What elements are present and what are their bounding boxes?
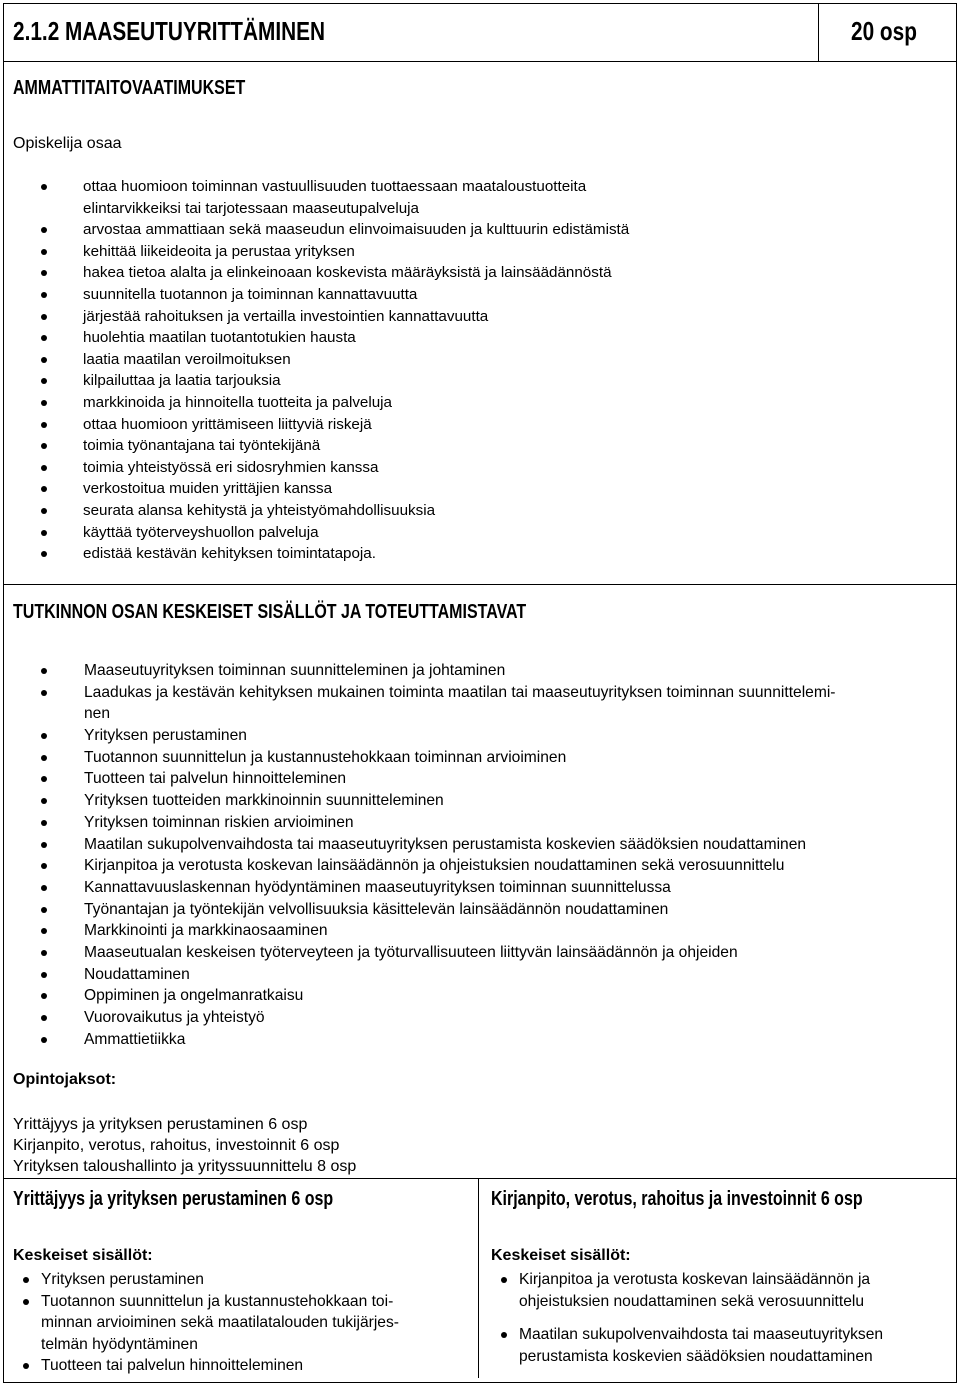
- list-item: [0, 682, 836, 725]
- bullet-icon: [41, 378, 47, 384]
- list-item-text: Markkinointi ja markkinaosaaminen: [84, 922, 328, 940]
- list-item: [0, 1029, 836, 1051]
- module-credits: 20 osp: [851, 16, 917, 46]
- list-item-text: käyttää työterveyshuollon palveluja: [83, 523, 319, 541]
- list-item: [0, 219, 629, 241]
- list-item: [491, 1324, 883, 1367]
- list-item: [0, 176, 629, 219]
- bullet-icon: [41, 755, 47, 761]
- bullet-icon: [41, 950, 47, 956]
- list-item: [0, 985, 836, 1007]
- list-item: [0, 522, 629, 544]
- bullet-icon: [41, 422, 47, 428]
- bullet-icon: [41, 443, 47, 449]
- list-item-text: Tuotteen tai palvelun hinnoitteleminen: [41, 1357, 304, 1374]
- list-item-text: hakea tietoa alalta ja elinkeinoaan koskevista määräyksistä ja lainsäädännöstä: [83, 264, 612, 282]
- list-item-text: elintarvikkeiksi tai tarjotessaan maaseutupalveluja: [83, 199, 419, 217]
- bullet-icon: [41, 292, 47, 298]
- list-item-text: perustamista koskevien säädöksien noudattaminen: [519, 1347, 873, 1365]
- bullet-icon: [41, 820, 47, 826]
- list-item: [0, 920, 836, 942]
- list-item: [0, 349, 629, 371]
- list-item-text: seurata alansa kehitystä ja yhteistyömahdollisuuksia: [83, 501, 436, 519]
- list-item: [13, 1291, 399, 1356]
- list-item: [0, 392, 629, 414]
- list-item-text: Tuotteen tai palvelun hinnoitteleminen: [84, 770, 347, 788]
- list-item: [0, 414, 629, 436]
- unit-1-content-list: [13, 1269, 399, 1377]
- list-item: [0, 942, 836, 964]
- list-item-text: Yrityksen perustaminen: [84, 727, 247, 745]
- bullet-icon: [41, 227, 47, 233]
- requirements-heading: AMMATTITAITOVAATIMUKSET: [13, 77, 246, 99]
- contents-list: [0, 660, 836, 1050]
- list-item-text: ottaa huomioon toiminnan vastuullisuuden tuottaessaan maataloustuotteita: [83, 178, 587, 195]
- list-item-text: edistää kestävän kehityksen toimintatapoja.: [83, 545, 376, 563]
- study-unit: Yrittäjyys ja yrityksen perustaminen 6 osp: [13, 1116, 308, 1133]
- bullet-icon: [41, 270, 47, 276]
- study-units-label: Opintojaksot:: [13, 1071, 117, 1088]
- list-item: [0, 790, 836, 812]
- list-item-text: toimia yhteistyössä eri sidosryhmien kanssa: [83, 458, 379, 476]
- list-item-text: Tuotannon suunnittelun ja kustannustehokkaan toiminnan arvioiminen: [84, 748, 567, 766]
- units-top-rule: [3, 1178, 957, 1179]
- list-item: [0, 660, 836, 682]
- bullet-icon: [41, 400, 47, 406]
- bullet-icon: [41, 907, 47, 913]
- list-item: [0, 284, 629, 306]
- study-units-list: [13, 1114, 356, 1177]
- list-item-text: telmän hyödyntäminen: [41, 1335, 198, 1353]
- list-item-text: Oppiminen ja ongelmanratkaisu: [84, 987, 304, 1005]
- list-item: [0, 877, 836, 899]
- list-item-text: Yrityksen tuotteiden markkinoinnin suunnitteleminen: [84, 792, 444, 810]
- list-item-text: nen: [84, 705, 111, 723]
- unit-2-content-list: [491, 1269, 883, 1367]
- study-unit: Yrityksen taloushallinto ja yrityssuunnittelu 8 osp: [13, 1158, 357, 1175]
- list-item-text: ohjeistuksien noudattaminen sekä verosuunnittelu: [519, 1292, 865, 1310]
- list-item: [13, 1269, 399, 1291]
- bullet-icon: [41, 508, 47, 514]
- bullet-icon: [501, 1277, 507, 1283]
- list-item-text: huolehtia maatilan tuotantotukien hausta: [83, 329, 356, 347]
- unit-1-title: Yrittäjyys ja yrityksen perustaminen 6 osp: [13, 1188, 334, 1210]
- list-item-text: toimia työnantajana tai työntekijänä: [83, 437, 321, 455]
- list-item-text: minnan arvioiminen sekä maatilatalouden tukijärjes-: [41, 1314, 399, 1331]
- bullet-icon: [41, 551, 47, 557]
- list-item: [0, 435, 629, 457]
- bullet-icon: [41, 776, 47, 782]
- study-unit: Kirjanpito, verotus, rahoitus, investoinnit 6 osp: [13, 1137, 340, 1154]
- bullet-icon: [41, 690, 47, 696]
- bullet-icon: [23, 1363, 29, 1369]
- list-item-text: Kirjanpitoa ja verotusta koskevan lainsäädännön ja ohjeistuksien noudattaminen sekä verosuunnittelu: [84, 857, 785, 875]
- list-item: [0, 306, 629, 328]
- bullet-icon: [41, 184, 47, 190]
- list-item: [491, 1269, 883, 1312]
- list-item-text: Kannattavuuslaskennan hyödyntäminen maaseutuyrityksen toiminnan suunnittelussa: [84, 878, 671, 896]
- bullet-icon: [41, 335, 47, 341]
- bullet-icon: [41, 928, 47, 934]
- list-item-text: Maaseutuyrityksen toiminnan suunnitteleminen ja johtaminen: [84, 662, 506, 679]
- list-item-text: laatia maatilan veroilmoituksen: [83, 350, 291, 368]
- list-item: [0, 500, 629, 522]
- bullet-icon: [41, 993, 47, 999]
- list-item-text: Kirjanpitoa ja verotusta koskevan lainsäädännön ja: [519, 1271, 871, 1288]
- bullet-icon: [41, 668, 47, 674]
- list-item: [13, 1355, 399, 1377]
- contents-heading: TUTKINNON OSAN KESKEISET SISÄLLÖT JA TOTEUTTAMISTAVAT: [13, 601, 527, 623]
- bullet-icon: [41, 842, 47, 848]
- bullet-icon: [41, 863, 47, 869]
- list-item: [0, 899, 836, 921]
- list-item: [0, 1007, 836, 1029]
- list-item-text: markkinoida ja hinnoitella tuotteita ja palveluja: [83, 393, 393, 411]
- list-item-text: ottaa huomioon yrittämiseen liittyviä riskejä: [83, 415, 372, 433]
- list-item: [0, 543, 629, 565]
- bullet-icon: [41, 465, 47, 471]
- unit-2-title: Kirjanpito, verotus, rahoitus ja investoinnit 6 osp: [491, 1188, 863, 1210]
- header-rule: [3, 61, 957, 62]
- list-item-text: Työnantajan ja työntekijän velvollisuuksia käsittelevän lainsäädännön noudattaminen: [84, 900, 669, 918]
- bullet-icon: [41, 486, 47, 492]
- bullet-icon: [41, 972, 47, 978]
- bullet-icon: [41, 357, 47, 363]
- requirements-list: [0, 176, 629, 565]
- bullet-icon: [41, 314, 47, 320]
- units-divider: [478, 1178, 479, 1378]
- list-item: [0, 262, 629, 284]
- list-item: [0, 457, 629, 479]
- list-item-text: suunnitella tuotannon ja toiminnan kannattavuutta: [83, 285, 418, 303]
- list-item-text: kilpailuttaa ja laatia tarjouksia: [83, 372, 281, 390]
- list-item-text: Vuorovaikutus ja yhteistyö: [84, 1009, 265, 1027]
- bullet-icon: [41, 1015, 47, 1021]
- list-item: [0, 241, 629, 263]
- list-item-text: Tuotannon suunnittelun ja kustannustehokkaan toi-: [41, 1292, 394, 1310]
- list-item-text: Yrityksen perustaminen: [41, 1271, 204, 1288]
- list-item: [0, 812, 836, 834]
- list-item: [0, 747, 836, 769]
- bullet-icon: [501, 1332, 507, 1338]
- bullet-icon: [41, 798, 47, 804]
- list-item: [0, 370, 629, 392]
- list-item: [0, 768, 836, 790]
- bullet-icon: [41, 733, 47, 739]
- list-item-text: Ammattietiikka: [84, 1030, 186, 1048]
- bullet-icon: [41, 1037, 47, 1043]
- unit-1-core-label: Keskeiset sisällöt:: [13, 1247, 153, 1264]
- list-item-text: Yrityksen toiminnan riskien arvioiminen: [84, 813, 354, 831]
- list-item: [0, 964, 836, 986]
- list-item-text: kehittää liikeideoita ja perustaa yrityksen: [83, 242, 355, 260]
- list-item-text: järjestää rahoituksen ja vertailla investointien kannattavuutta: [83, 307, 489, 325]
- list-item-text: Laadukas ja kestävän kehityksen mukainen toiminta maatilan tai maaseutuyrityksen toiminnan suunnittelemi-: [84, 683, 836, 701]
- list-item-text: Maaseutualan keskeisen työterveyteen ja työturvallisuuteen liittyvän lainsäädännön ja ohjeiden: [84, 943, 738, 961]
- header-divider: [818, 3, 819, 61]
- bullet-icon: [41, 249, 47, 255]
- list-item-text: verkostoitua muiden yrittäjien kanssa: [83, 480, 333, 498]
- list-item: [0, 478, 629, 500]
- bullet-icon: [41, 885, 47, 891]
- list-item: [0, 327, 629, 349]
- bullet-icon: [41, 530, 47, 536]
- list-item-text: Noudattaminen: [84, 965, 190, 983]
- unit-2-core-label: Keskeiset sisällöt:: [491, 1247, 631, 1264]
- list-item-text: arvostaa ammattiaan sekä maaseudun elinvoimaisuuden ja kulttuurin edistämistä: [83, 221, 630, 239]
- list-item: [0, 834, 836, 856]
- list-item-text: Maatilan sukupolvenvaihdosta tai maaseutuyrityksen perustamista koskevien säädöksien noudattaminen: [84, 835, 807, 853]
- bullet-icon: [23, 1299, 29, 1305]
- module-title: 2.1.2 MAASEUTUYRITTÄMINEN: [13, 16, 326, 46]
- list-item: [0, 855, 836, 877]
- bullet-icon: [23, 1277, 29, 1283]
- requirements-rule: [3, 584, 957, 585]
- list-item-text: Maatilan sukupolvenvaihdosta tai maaseutuyrityksen: [519, 1326, 884, 1343]
- requirements-intro: Opiskelija osaa: [13, 135, 122, 152]
- list-item: [0, 725, 836, 747]
